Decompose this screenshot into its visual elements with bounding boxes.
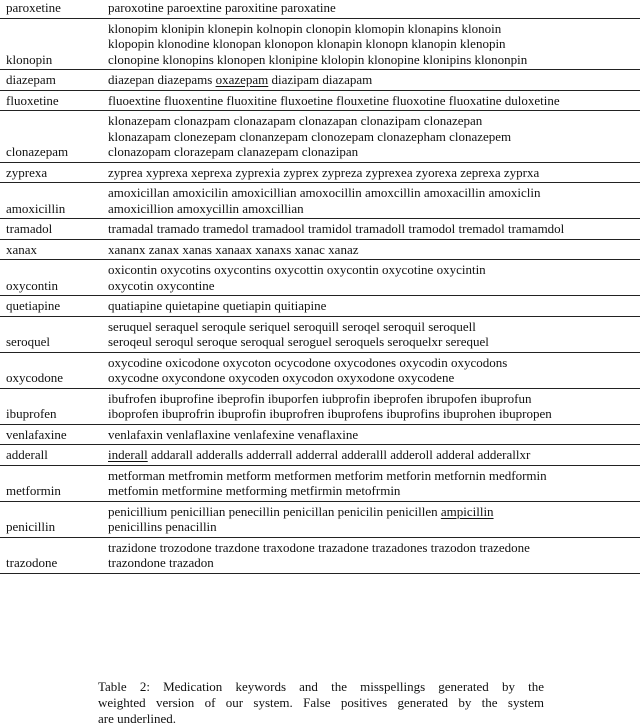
keyword-cell: trazodone: [6, 555, 58, 570]
misspellings-line: [108, 165, 636, 181]
misspelling-text: seruquel seraquel seroqule seriquel seroquill seroqel seroquil seroquell: [108, 318, 476, 334]
keyword-cell: oxycodone: [6, 370, 64, 385]
false-positive-term: oxazepam: [215, 72, 269, 87]
misspellings-line: [108, 483, 636, 499]
table-row: [0, 70, 640, 91]
misspellings-line: [108, 0, 636, 16]
misspelling-text: metfomin metformine metforming metfirmin metofrmin: [108, 483, 401, 498]
misspelling-text: trazidone trozodone trazdone traxodone trazadone trazadones trazodon trazedone: [108, 539, 530, 555]
misspellings-line: [108, 319, 636, 335]
table-row: [0, 445, 640, 466]
misspellings-cell: [108, 0, 640, 18]
table-row: [0, 18, 640, 70]
misspellings-line: [108, 52, 636, 68]
misspelling-text: seroqeul seroqul seroque seroqual seroguel seroquels seroquelxr serequel: [108, 334, 489, 349]
misspellings-line: [108, 144, 636, 160]
misspelling-text: addarall adderalls adderrall adderral adderalll adderoll adderal adderallxr: [147, 447, 531, 462]
keyword-cell: oxycontin: [6, 277, 58, 293]
keyword-cell: metformin: [6, 483, 61, 498]
keyword-cell: penicillin: [6, 519, 56, 534]
misspellings-line: [108, 334, 636, 350]
misspellings-line: [108, 427, 636, 443]
misspellings-line: [108, 278, 636, 294]
keyword-cell: fluoxetine: [6, 92, 59, 108]
misspellings-line: [108, 406, 636, 422]
misspellings-cell: [108, 70, 640, 91]
false-positive-term: ampicillin: [440, 503, 494, 519]
misspelling-text: clonopine klonopins klonopen klonipine klolopin klonopine klonipins klononpin: [108, 51, 528, 67]
misspellings-cell: [108, 260, 640, 296]
misspellings-line: [108, 221, 636, 237]
misspelling-text: amoxicillion amoxycillin amoxcillian: [108, 200, 304, 216]
table-row: [0, 501, 640, 537]
keyword-cell: tramadol: [6, 221, 53, 236]
misspellings-cell: [108, 162, 640, 183]
misspellings-line: [108, 113, 636, 129]
misspelling-text: oxycodne oxycondone oxycoden oxycodon oxyxodone oxycodene: [108, 370, 455, 385]
misspelling-text: paroxotine paroextine paroxitine paroxatine: [108, 0, 336, 15]
keyword-cell: clonazepam: [6, 144, 69, 159]
misspelling-text: quatiapine quietapine quetiapin quitiapine: [108, 298, 327, 313]
misspelling-text: oxycotin oxycontine: [108, 277, 215, 293]
misspellings-cell: [108, 537, 640, 573]
table-caption: [98, 679, 544, 727]
keyword-cell: klonopin: [6, 51, 53, 67]
keyword-cell: quetiapine: [6, 298, 61, 313]
misspellings-line: [108, 355, 636, 371]
table-row: [0, 537, 640, 573]
caption-line: are underlined.: [98, 711, 176, 726]
misspellings-line: [108, 262, 636, 278]
misspellings-line: [108, 555, 636, 571]
table-row: [0, 90, 640, 111]
misspelling-text: penicillium penicillian penecillin penicillan penicilin penicillen: [108, 503, 441, 519]
misspellings-line: [108, 93, 636, 109]
misspellings-cell: [108, 501, 640, 537]
misspellings-line: [108, 391, 636, 407]
misspelling-text: diazepan diazepams: [108, 72, 216, 87]
table-row: [0, 296, 640, 317]
table-row: [0, 388, 640, 424]
misspellings-cell: [108, 239, 640, 260]
misspellings-cell: [108, 183, 640, 219]
misspellings-line: [108, 370, 636, 386]
misspellings-cell: [108, 219, 640, 240]
misspelling-text: clonazopam clorazepam clanazepam clonazipan: [108, 144, 359, 159]
misspelling-text: penicillins penacillin: [108, 519, 217, 534]
misspellings-line: [108, 468, 636, 484]
misspelling-text: metforman metfromin metform metformen metforim metforin metfornin medformin: [108, 467, 547, 483]
misspelling-text: zyprea xyprexa xeprexa zyprexia zyprex zypreza zyprexea zyorexa zeprexa zyprxa: [108, 164, 540, 180]
table-row: [0, 162, 640, 183]
table-row: [0, 316, 640, 352]
keyword-cell: seroquel: [6, 334, 51, 349]
misspellings-cell: [108, 316, 640, 352]
misspellings-cell: [108, 352, 640, 388]
table-row: [0, 352, 640, 388]
table-row: [0, 239, 640, 260]
misspellings-line: [108, 201, 636, 217]
keyword-cell: adderall: [6, 447, 48, 462]
misspellings-line: [108, 504, 636, 520]
caption-line: Table 2: Medication keywords and the misspellings generated by the: [98, 679, 544, 694]
table-row: [0, 219, 640, 240]
misspellings-line: [108, 72, 636, 88]
misspelling-text: fluoextine fluoxentine fluoxitine fluxoetine flouxetine fluoxotine fluoxatine duloxetine: [108, 92, 560, 108]
misspellings-line: [108, 519, 636, 535]
keyword-cell: diazepam: [6, 72, 56, 87]
misspellings-cell: [108, 424, 640, 445]
misspellings-cell: [108, 111, 640, 163]
misspelling-text: iboprofen ibuprofrin ibuprofin ibuprofren ibuprofens ibuprofins ibuprohen ibupropen: [108, 406, 552, 421]
misspellings-cell: [108, 445, 640, 466]
table-row: [0, 0, 640, 18]
misspelling-text: oxicontin oxycotins oxycontins oxycottin oxycontin oxycotine oxycintin: [108, 262, 486, 277]
misspellings-line: [108, 129, 636, 145]
keyword-cell: zyprexa: [6, 164, 48, 180]
misspelling-text: klonopim klonipin klonepin kolnopin clonopin klomopin klonapins klonoin: [108, 20, 502, 36]
misspellings-line: [108, 298, 636, 314]
misspelling-text: diazipam diazapam: [268, 72, 373, 87]
misspelling-text: venlafaxin venlaflaxine venlafexine venaflaxine: [108, 426, 359, 442]
table-row: [0, 424, 640, 445]
misspelling-text: tramadal tramado tramedol tramadool tramidol tramadoll tramodol tremadol tramamdol: [108, 221, 565, 236]
misspellings-line: [108, 242, 636, 258]
misspelling-text: trazondone trazadon: [108, 555, 214, 570]
misspellings-cell: [108, 465, 640, 501]
misspellings-line: [108, 540, 636, 556]
misspellings-cell: [108, 90, 640, 111]
misspellings-cell: [108, 296, 640, 317]
misspelling-text: klonazapam clonezepam clonanzepam clonozepam clonazepham clonazepem: [108, 128, 512, 144]
table-row: [0, 260, 640, 296]
keyword-cell: xanax: [6, 241, 38, 257]
misspellings-line: [108, 447, 636, 463]
keyword-cell: ibuprofen: [6, 406, 57, 421]
keyword-cell: venlafaxine: [6, 426, 67, 442]
misspellings-cell: [108, 388, 640, 424]
keyword-cell: amoxicillin: [6, 200, 66, 216]
misspellings-cell: [108, 18, 640, 70]
misspelling-text: klopopin klonodine klonopan klonopon klonapin klonopn klanopin klenopin: [108, 36, 506, 51]
misspelling-text: oxycodine oxicodone oxycoton ocycodone oxycodones oxycodin oxycodons: [108, 354, 508, 370]
table-row: [0, 111, 640, 163]
table-row: [0, 465, 640, 501]
false-positive-term: inderall: [108, 447, 148, 462]
caption-line: weighted version of our system. False positives generated by the system: [98, 695, 544, 710]
misspelling-text: amoxicillan amoxicilin amoxicillian amoxocillin amoxcillin amoxacillin amoxiclin: [108, 185, 541, 200]
misspellings-line: [108, 185, 636, 201]
misspelling-text: klonazepam clonazpam clonazapam clonazapan clonazipam clonazepan: [108, 113, 483, 128]
keyword-cell: paroxetine: [6, 0, 61, 15]
misspelling-text: ibufrofen ibuprofine ibeprofin ibuporfen iubprofin ibeprofen ibrupofen ibuprofun: [108, 390, 532, 406]
table-row: [0, 183, 640, 219]
misspelling-text: xananx zanax xanas xanaax xanaxs xanac xanaz: [108, 241, 359, 257]
misspellings-line: [108, 21, 636, 37]
misspellings-line: [108, 36, 636, 52]
